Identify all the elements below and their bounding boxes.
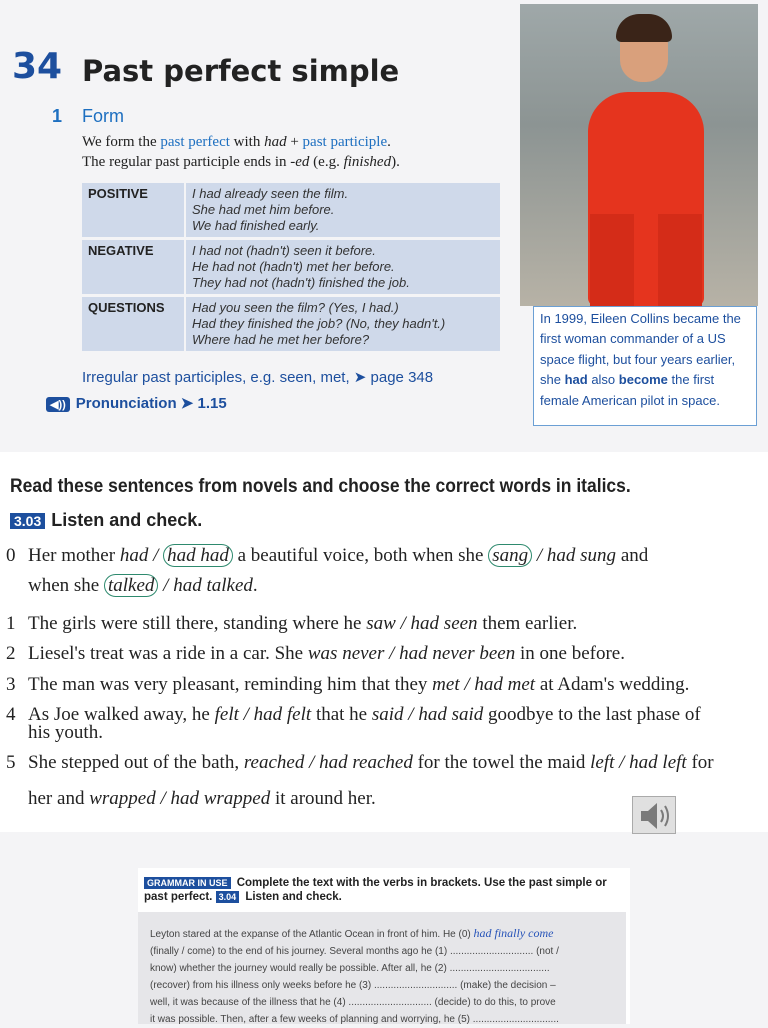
astronaut-photo	[520, 4, 758, 306]
sentence-0-cont: when she talked / had talked.	[28, 575, 258, 596]
sentence-5: 5 She stepped out of the bath, reached / had reached for the towel the maid left / had left for	[6, 752, 714, 773]
sentence-4-cont: his youth.	[28, 722, 103, 743]
suit-leg-left	[590, 214, 634, 306]
gap-fill-text: Leyton stared at the expanse of the Atlantic Ocean in front of him. He (0) had finally come (finally / come) to the end of his journey. Several months ago he (1) .............................. (not / know) whether the journey would really be possible. After all, he (2) .................................... (recover) from his illness only weeks before he (3) .............................. (make) the decision – well, it was because of the illness that he (4) .............................. (decide) to do this, to prove it was possible. Then, after a few weeks of planning and worrying, he (5) ...............................	[138, 912, 626, 1024]
sentence-4: 4 As Joe walked away, he felt / had felt that he said / had said goodbye to the last phase of	[6, 704, 701, 725]
choice-option[interactable]: was never / had never been	[307, 643, 516, 664]
unit-number: 34	[12, 46, 63, 87]
grammar-in-use-box	[138, 868, 630, 1024]
choice-option[interactable]: felt / had felt	[214, 704, 312, 725]
photo-caption: In 1999, Eileen Collins became the first woman commander of a US space flight, but four years earlier, she had also become the first female American pilot in space.	[533, 306, 757, 426]
choice-option[interactable]: said / had said	[371, 704, 484, 725]
answer-circle[interactable]: sang	[488, 544, 532, 567]
form-table	[82, 180, 500, 354]
answer-circle[interactable]: had had	[163, 544, 233, 567]
audio-play-button[interactable]	[632, 796, 676, 834]
choice-option[interactable]: left / had left	[590, 752, 687, 773]
pronunciation-link[interactable]: ◀)) Pronunciation ➤ 1.15	[46, 394, 227, 412]
table-row	[82, 183, 500, 237]
grammar-explanation-panel	[0, 0, 768, 440]
choice-option[interactable]: reached / had reached	[243, 752, 413, 773]
row-label: NEGATIVE	[82, 240, 186, 294]
suit-leg-right	[658, 214, 702, 306]
row-label: POSITIVE	[82, 183, 186, 237]
speaker-icon	[633, 797, 677, 835]
exercise-instruction: Read these sentences from novels and choose the correct words in italics.	[10, 476, 631, 497]
grammar-tag: GRAMMAR IN USE	[144, 877, 231, 889]
audio-track-tag[interactable]: 3.03	[10, 513, 45, 529]
unit-title: Past perfect simple	[82, 54, 400, 88]
row-examples: I had not (hadn't) seen it before. He had not (hadn't) met her before. They had not (hadn't) finished the job.	[186, 240, 500, 294]
section-title: Form	[82, 106, 124, 126]
sentence-3: 3 The man was very pleasant, reminding him that they met / had met at Adam's wedding.	[6, 674, 690, 695]
sentence-0: 0 Her mother had / had had a beautiful voice, both when she sang / had sung and	[6, 545, 649, 566]
sentence-2: 2 Liesel's treat was a ride in a car. She was never / had never been in one before.	[6, 643, 625, 664]
choice-option[interactable]: met / had met	[432, 674, 536, 695]
grammar-instruction: GRAMMAR IN USE Complete the text with the verbs in brackets. Use the past simple or past perfect. 3.04 Listen and check.	[144, 877, 607, 903]
listen-check[interactable]: 3.03 Listen and check.	[10, 510, 202, 531]
table-row	[82, 240, 500, 294]
irregular-participles-link[interactable]: Irregular past participles, e.g. seen, met, ➤ page 348	[82, 369, 434, 386]
audio-track-tag[interactable]: 3.04	[216, 891, 240, 903]
row-label: QUESTIONS	[82, 297, 186, 351]
sentence-5-cont: her and wrapped / had wrapped it around her.	[28, 788, 376, 809]
answer-circle[interactable]: talked	[104, 574, 158, 597]
intro-text: We form the past perfect with had + past participle. The regular past participle ends in -ed (e.g. finished).	[82, 134, 400, 170]
section-number: 1	[52, 106, 63, 126]
handwritten-answer[interactable]: had finally come	[473, 926, 554, 940]
table-row	[82, 297, 500, 351]
row-examples: I had already seen the film. She had met him before. We had finished early.	[186, 183, 500, 237]
choice-option[interactable]: wrapped / had wrapped	[89, 788, 271, 809]
row-examples: Had you seen the film? (Yes, I had.) Had they finished the job? (No, they hadn't.) Where had he met her before?	[186, 297, 500, 351]
sentence-1: 1 The girls were still there, standing where he saw / had seen them earlier.	[6, 613, 578, 634]
choice-option[interactable]: saw / had seen	[366, 613, 478, 634]
speaker-icon: ◀))	[46, 397, 70, 412]
hair	[616, 14, 672, 42]
